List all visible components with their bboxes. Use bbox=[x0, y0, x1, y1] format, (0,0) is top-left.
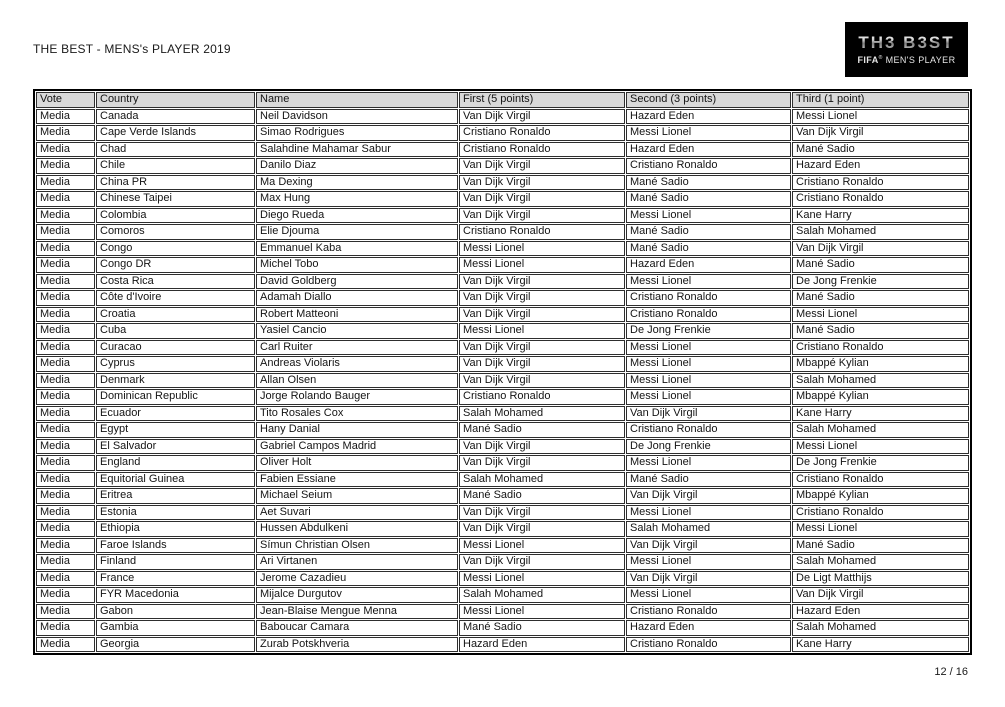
cell-third: Mbappé Kylian bbox=[792, 389, 969, 405]
cell-first: Messi Lionel bbox=[459, 571, 625, 587]
cell-country: Estonia bbox=[96, 505, 255, 521]
cell-country: Ecuador bbox=[96, 406, 255, 422]
cell-third: Cristiano Ronaldo bbox=[792, 191, 969, 207]
cell-name: Emmanuel Kaba bbox=[256, 241, 458, 257]
cell-vote: Media bbox=[36, 208, 95, 224]
cell-second: Messi Lionel bbox=[626, 208, 791, 224]
cell-third: Messi Lionel bbox=[792, 307, 969, 323]
cell-first: Cristiano Ronaldo bbox=[459, 125, 625, 141]
cell-first: Van Dijk Virgil bbox=[459, 109, 625, 125]
cell-vote: Media bbox=[36, 241, 95, 257]
table-row bbox=[36, 439, 969, 455]
cell-country: Eritrea bbox=[96, 488, 255, 504]
cell-third: Messi Lionel bbox=[792, 521, 969, 537]
cell-first: Messi Lionel bbox=[459, 323, 625, 339]
cell-second: Mané Sadio bbox=[626, 191, 791, 207]
cell-vote: Media bbox=[36, 340, 95, 356]
cell-vote: Media bbox=[36, 455, 95, 471]
cell-name: Elie Djouma bbox=[256, 224, 458, 240]
cell-name: Ma Dexing bbox=[256, 175, 458, 191]
registered-mark: ® bbox=[878, 55, 883, 61]
cell-country: Canada bbox=[96, 109, 255, 125]
cell-first: Van Dijk Virgil bbox=[459, 175, 625, 191]
cell-country: Gambia bbox=[96, 620, 255, 636]
cell-name: Fabien Essiane bbox=[256, 472, 458, 488]
cell-country: Croatia bbox=[96, 307, 255, 323]
the-best-wordmark: TH3 B3ST bbox=[858, 33, 955, 52]
cell-second: Messi Lionel bbox=[626, 356, 791, 372]
cell-first: Mané Sadio bbox=[459, 620, 625, 636]
fifa-the-best-logo bbox=[845, 22, 968, 77]
cell-first: Messi Lionel bbox=[459, 241, 625, 257]
cell-country: Georgia bbox=[96, 637, 255, 653]
votes-table-header bbox=[36, 92, 969, 108]
cell-second: Mané Sadio bbox=[626, 175, 791, 191]
table-row bbox=[36, 290, 969, 306]
cell-name: Yasiel Cancio bbox=[256, 323, 458, 339]
cell-first: Salah Mohamed bbox=[459, 406, 625, 422]
table-row bbox=[36, 389, 969, 405]
cell-name: Hussen Abdulkeni bbox=[256, 521, 458, 537]
cell-first: Van Dijk Virgil bbox=[459, 356, 625, 372]
cell-name: Simao Rodrigues bbox=[256, 125, 458, 141]
cell-first: Van Dijk Virgil bbox=[459, 505, 625, 521]
cell-second: Messi Lionel bbox=[626, 373, 791, 389]
page-number: 12 / 16 bbox=[934, 666, 968, 678]
cell-second: Messi Lionel bbox=[626, 125, 791, 141]
table-row bbox=[36, 505, 969, 521]
cell-second: Mané Sadio bbox=[626, 472, 791, 488]
cell-third: Mbappé Kylian bbox=[792, 488, 969, 504]
cell-second: Messi Lionel bbox=[626, 554, 791, 570]
cell-vote: Media bbox=[36, 538, 95, 554]
cell-name: David Goldberg bbox=[256, 274, 458, 290]
votes-table bbox=[33, 89, 972, 655]
cell-name: Diego Rueda bbox=[256, 208, 458, 224]
cell-country: Chinese Taipei bbox=[96, 191, 255, 207]
cell-vote: Media bbox=[36, 571, 95, 587]
cell-name: Carl Ruiter bbox=[256, 340, 458, 356]
cell-second: Hazard Eden bbox=[626, 109, 791, 125]
cell-name: Salahdine Mahamar Sabur bbox=[256, 142, 458, 158]
cell-first: Van Dijk Virgil bbox=[459, 274, 625, 290]
cell-name: Hany Danial bbox=[256, 422, 458, 438]
cell-first: Van Dijk Virgil bbox=[459, 521, 625, 537]
table-row bbox=[36, 554, 969, 570]
cell-first: Salah Mohamed bbox=[459, 472, 625, 488]
table-row bbox=[36, 620, 969, 636]
cell-third: De Jong Frenkie bbox=[792, 455, 969, 471]
cell-third: Mané Sadio bbox=[792, 538, 969, 554]
col-header-name: Name bbox=[256, 92, 458, 108]
cell-third: Mané Sadio bbox=[792, 290, 969, 306]
table-row bbox=[36, 637, 969, 653]
cell-country: Equitorial Guinea bbox=[96, 472, 255, 488]
cell-second: Messi Lionel bbox=[626, 587, 791, 603]
cell-second: Hazard Eden bbox=[626, 620, 791, 636]
cell-country: Ethiopia bbox=[96, 521, 255, 537]
cell-vote: Media bbox=[36, 439, 95, 455]
cell-first: Cristiano Ronaldo bbox=[459, 142, 625, 158]
cell-vote: Media bbox=[36, 175, 95, 191]
table-row bbox=[36, 191, 969, 207]
cell-name: Mijalce Durgutov bbox=[256, 587, 458, 603]
table-row bbox=[36, 323, 969, 339]
table-row bbox=[36, 356, 969, 372]
cell-first: Messi Lionel bbox=[459, 604, 625, 620]
cell-country: Côte d'Ivoire bbox=[96, 290, 255, 306]
cell-first: Van Dijk Virgil bbox=[459, 191, 625, 207]
table-row bbox=[36, 142, 969, 158]
cell-first: Van Dijk Virgil bbox=[459, 307, 625, 323]
table-row bbox=[36, 488, 969, 504]
cell-second: Messi Lionel bbox=[626, 455, 791, 471]
cell-third: Van Dijk Virgil bbox=[792, 241, 969, 257]
cell-country: Dominican Republic bbox=[96, 389, 255, 405]
table-row bbox=[36, 109, 969, 125]
cell-first: Van Dijk Virgil bbox=[459, 158, 625, 174]
cell-second: Messi Lionel bbox=[626, 274, 791, 290]
cell-vote: Media bbox=[36, 274, 95, 290]
cell-vote: Media bbox=[36, 604, 95, 620]
cell-vote: Media bbox=[36, 406, 95, 422]
table-row bbox=[36, 587, 969, 603]
cell-first: Van Dijk Virgil bbox=[459, 340, 625, 356]
cell-first: Salah Mohamed bbox=[459, 587, 625, 603]
cell-third: Cristiano Ronaldo bbox=[792, 340, 969, 356]
table-row bbox=[36, 175, 969, 191]
cell-vote: Media bbox=[36, 125, 95, 141]
cell-country: FYR Macedonia bbox=[96, 587, 255, 603]
cell-country: England bbox=[96, 455, 255, 471]
table-row bbox=[36, 307, 969, 323]
cell-country: Chad bbox=[96, 142, 255, 158]
table-row bbox=[36, 224, 969, 240]
col-header-country: Country bbox=[96, 92, 255, 108]
cell-third: De Jong Frenkie bbox=[792, 274, 969, 290]
table-row bbox=[36, 241, 969, 257]
cell-name: Allan Olsen bbox=[256, 373, 458, 389]
cell-third: Hazard Eden bbox=[792, 604, 969, 620]
cell-second: Van Dijk Virgil bbox=[626, 488, 791, 504]
logo-subtitle-rest: MEN'S PLAYER bbox=[882, 55, 956, 65]
cell-name: Jorge Rolando Bauger bbox=[256, 389, 458, 405]
cell-vote: Media bbox=[36, 422, 95, 438]
table-row bbox=[36, 538, 969, 554]
cell-first: Messi Lionel bbox=[459, 257, 625, 273]
cell-third: Cristiano Ronaldo bbox=[792, 472, 969, 488]
cell-country: Cape Verde Islands bbox=[96, 125, 255, 141]
logo-subtitle bbox=[858, 53, 956, 65]
cell-second: De Jong Frenkie bbox=[626, 323, 791, 339]
header-row bbox=[36, 92, 969, 108]
cell-name: Baboucar Camara bbox=[256, 620, 458, 636]
cell-third: Cristiano Ronaldo bbox=[792, 505, 969, 521]
cell-second: Hazard Eden bbox=[626, 257, 791, 273]
table-row bbox=[36, 274, 969, 290]
cell-name: Oliver Holt bbox=[256, 455, 458, 471]
cell-country: Comoros bbox=[96, 224, 255, 240]
cell-second: Cristiano Ronaldo bbox=[626, 422, 791, 438]
cell-second: Cristiano Ronaldo bbox=[626, 158, 791, 174]
cell-name: Neil Davidson bbox=[256, 109, 458, 125]
cell-name: Tito Rosales Cox bbox=[256, 406, 458, 422]
table-row bbox=[36, 422, 969, 438]
cell-country: El Salvador bbox=[96, 439, 255, 455]
cell-third: Salah Mohamed bbox=[792, 422, 969, 438]
cell-vote: Media bbox=[36, 356, 95, 372]
cell-name: Max Hung bbox=[256, 191, 458, 207]
cell-vote: Media bbox=[36, 521, 95, 537]
cell-name: Zurab Potskhveria bbox=[256, 637, 458, 653]
cell-second: Cristiano Ronaldo bbox=[626, 290, 791, 306]
cell-second: Hazard Eden bbox=[626, 142, 791, 158]
cell-first: Cristiano Ronaldo bbox=[459, 389, 625, 405]
cell-third: Salah Mohamed bbox=[792, 224, 969, 240]
cell-country: Denmark bbox=[96, 373, 255, 389]
cell-vote: Media bbox=[36, 488, 95, 504]
cell-first: Cristiano Ronaldo bbox=[459, 224, 625, 240]
cell-vote: Media bbox=[36, 224, 95, 240]
cell-vote: Media bbox=[36, 307, 95, 323]
table-row bbox=[36, 158, 969, 174]
cell-vote: Media bbox=[36, 257, 95, 273]
cell-country: Congo bbox=[96, 241, 255, 257]
cell-country: France bbox=[96, 571, 255, 587]
cell-country: Egypt bbox=[96, 422, 255, 438]
table-row bbox=[36, 373, 969, 389]
cell-country: Faroe Islands bbox=[96, 538, 255, 554]
cell-third: Salah Mohamed bbox=[792, 554, 969, 570]
cell-third: Salah Mohamed bbox=[792, 620, 969, 636]
cell-country: Colombia bbox=[96, 208, 255, 224]
cell-third: Kane Harry bbox=[792, 637, 969, 653]
cell-country: Curacao bbox=[96, 340, 255, 356]
cell-first: Van Dijk Virgil bbox=[459, 208, 625, 224]
cell-name: Michael Seium bbox=[256, 488, 458, 504]
cell-first: Hazard Eden bbox=[459, 637, 625, 653]
table-row bbox=[36, 472, 969, 488]
col-header-vote: Vote bbox=[36, 92, 95, 108]
cell-third: Van Dijk Virgil bbox=[792, 587, 969, 603]
table-row bbox=[36, 340, 969, 356]
table-row bbox=[36, 455, 969, 471]
cell-third: Messi Lionel bbox=[792, 109, 969, 125]
cell-name: Ari Virtanen bbox=[256, 554, 458, 570]
page-title: THE BEST - MENS's PLAYER 2019 bbox=[33, 42, 231, 56]
col-header-first: First (5 points) bbox=[459, 92, 625, 108]
cell-third: Mané Sadio bbox=[792, 142, 969, 158]
cell-second: Cristiano Ronaldo bbox=[626, 637, 791, 653]
cell-first: Messi Lionel bbox=[459, 538, 625, 554]
cell-name: Michel Tobo bbox=[256, 257, 458, 273]
cell-second: De Jong Frenkie bbox=[626, 439, 791, 455]
cell-second: Messi Lionel bbox=[626, 505, 791, 521]
cell-second: Messi Lionel bbox=[626, 340, 791, 356]
cell-country: Gabon bbox=[96, 604, 255, 620]
cell-vote: Media bbox=[36, 620, 95, 636]
cell-third: Kane Harry bbox=[792, 406, 969, 422]
table-row bbox=[36, 521, 969, 537]
cell-name: Gabriel Campos Madrid bbox=[256, 439, 458, 455]
col-header-third: Third (1 point) bbox=[792, 92, 969, 108]
table-row bbox=[36, 406, 969, 422]
cell-vote: Media bbox=[36, 389, 95, 405]
cell-country: Cuba bbox=[96, 323, 255, 339]
cell-country: Finland bbox=[96, 554, 255, 570]
cell-third: Cristiano Ronaldo bbox=[792, 175, 969, 191]
cell-name: Jean-Blaise Mengue Menna bbox=[256, 604, 458, 620]
cell-first: Mané Sadio bbox=[459, 422, 625, 438]
cell-third: Kane Harry bbox=[792, 208, 969, 224]
cell-country: Cyprus bbox=[96, 356, 255, 372]
cell-first: Van Dijk Virgil bbox=[459, 439, 625, 455]
cell-vote: Media bbox=[36, 290, 95, 306]
cell-country: China PR bbox=[96, 175, 255, 191]
cell-vote: Media bbox=[36, 373, 95, 389]
table-row bbox=[36, 571, 969, 587]
cell-second: Salah Mohamed bbox=[626, 521, 791, 537]
cell-vote: Media bbox=[36, 158, 95, 174]
cell-second: Mané Sadio bbox=[626, 224, 791, 240]
cell-third: Mbappé Kylian bbox=[792, 356, 969, 372]
cell-vote: Media bbox=[36, 637, 95, 653]
cell-name: Robert Matteoni bbox=[256, 307, 458, 323]
cell-country: Congo DR bbox=[96, 257, 255, 273]
cell-second: Van Dijk Virgil bbox=[626, 406, 791, 422]
table-row bbox=[36, 125, 969, 141]
fifa-brand-text: FIFA bbox=[857, 55, 879, 65]
cell-vote: Media bbox=[36, 472, 95, 488]
cell-name: Aet Suvari bbox=[256, 505, 458, 521]
cell-name: Símun Christian Olsen bbox=[256, 538, 458, 554]
cell-third: Van Dijk Virgil bbox=[792, 125, 969, 141]
cell-third: Messi Lionel bbox=[792, 439, 969, 455]
cell-third: De Ligt Matthijs bbox=[792, 571, 969, 587]
cell-second: Cristiano Ronaldo bbox=[626, 307, 791, 323]
cell-second: Messi Lionel bbox=[626, 389, 791, 405]
cell-vote: Media bbox=[36, 587, 95, 603]
cell-second: Van Dijk Virgil bbox=[626, 538, 791, 554]
cell-vote: Media bbox=[36, 505, 95, 521]
cell-name: Adamah Diallo bbox=[256, 290, 458, 306]
cell-second: Cristiano Ronaldo bbox=[626, 604, 791, 620]
cell-third: Salah Mohamed bbox=[792, 373, 969, 389]
cell-third: Mané Sadio bbox=[792, 323, 969, 339]
col-header-second: Second (3 points) bbox=[626, 92, 791, 108]
table-row bbox=[36, 604, 969, 620]
cell-first: Van Dijk Virgil bbox=[459, 455, 625, 471]
cell-country: Costa Rica bbox=[96, 274, 255, 290]
cell-first: Van Dijk Virgil bbox=[459, 290, 625, 306]
cell-vote: Media bbox=[36, 323, 95, 339]
cell-country: Chile bbox=[96, 158, 255, 174]
cell-first: Van Dijk Virgil bbox=[459, 373, 625, 389]
cell-third: Mané Sadio bbox=[792, 257, 969, 273]
cell-second: Mané Sadio bbox=[626, 241, 791, 257]
table-row bbox=[36, 208, 969, 224]
cell-vote: Media bbox=[36, 142, 95, 158]
cell-name: Danilo Diaz bbox=[256, 158, 458, 174]
cell-name: Jerome Cazadieu bbox=[256, 571, 458, 587]
cell-vote: Media bbox=[36, 191, 95, 207]
cell-second: Van Dijk Virgil bbox=[626, 571, 791, 587]
table-row bbox=[36, 257, 969, 273]
votes-table-body bbox=[36, 109, 969, 653]
cell-first: Van Dijk Virgil bbox=[459, 554, 625, 570]
cell-third: Hazard Eden bbox=[792, 158, 969, 174]
cell-vote: Media bbox=[36, 109, 95, 125]
cell-name: Andreas Violaris bbox=[256, 356, 458, 372]
cell-vote: Media bbox=[36, 554, 95, 570]
cell-first: Mané Sadio bbox=[459, 488, 625, 504]
